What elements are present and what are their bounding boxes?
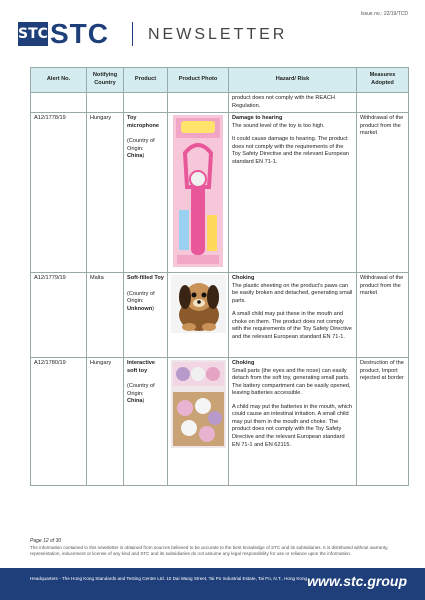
origin-value: China bbox=[127, 398, 143, 405]
carryover-text: product does not comply with the REACH Regulation. bbox=[229, 93, 357, 113]
photo-cell bbox=[168, 358, 229, 486]
hazard-cell bbox=[229, 273, 357, 358]
hazard-title: Damage to hearing bbox=[232, 115, 283, 122]
measures: Destruction of the product, Import rejected at border bbox=[357, 358, 409, 486]
newsletter-title: NEWSLETTER bbox=[148, 26, 288, 43]
stc-logo-icon: STC bbox=[18, 22, 48, 46]
alert-no: A12/1780/19 bbox=[31, 358, 87, 486]
hazard-text: The plastic sheeting on the product's paws can be easily broken and detached, generating small parts. bbox=[232, 282, 353, 304]
soft-toy-photo bbox=[171, 275, 226, 333]
col-product: Product bbox=[124, 68, 168, 93]
page-header bbox=[0, 0, 425, 62]
website-link[interactable]: www.stc.group bbox=[307, 573, 407, 589]
col-alert-no: Alert No. bbox=[31, 68, 87, 93]
hazard-text: Small parts (the eyes and the nose) can easily detach from the soft toy, generating small parts. The battery compartment can be easily opened, leaving batteries accessible. bbox=[232, 367, 351, 397]
page-number: Page 12 of 30 bbox=[30, 538, 62, 544]
hazard-text: A small child may put these in the mouth and choke on them. The product does not comply with the requirements of the Toy Safety Directive and the relevant European standard EN 71-1. bbox=[232, 311, 352, 340]
table-header-row bbox=[31, 68, 409, 93]
hazard-text: A child may put the batteries in the mouth, which could cause an intestinal irritation. A small child may put them in the mouth and choke. The product does not comply with the Toy Safety Directive and the relevant European standard EN 71-1 and EN 62115. bbox=[232, 403, 353, 448]
hazard-title: Choking bbox=[232, 360, 255, 367]
origin-value: China bbox=[127, 153, 143, 160]
brand-name: STC bbox=[50, 18, 109, 49]
measures: Withdrawal of the product from the market bbox=[357, 273, 409, 358]
product-name: Interactive soft toy bbox=[127, 360, 155, 374]
photo-cell bbox=[168, 113, 229, 273]
product-name: Toy microphone bbox=[127, 115, 160, 129]
origin-label: (Country of Origin: bbox=[127, 290, 155, 305]
interactive-soft-toy-photo bbox=[171, 360, 226, 448]
origin-label: (Country of Origin: bbox=[127, 383, 155, 397]
country: Hungary bbox=[87, 358, 124, 486]
country: Malta bbox=[87, 273, 124, 358]
hazard-text: The sound level of the toy is too high. bbox=[232, 122, 325, 129]
hazard-title: Choking bbox=[232, 275, 255, 282]
hazard-cell bbox=[229, 113, 357, 273]
origin-label: (Country of Origin: bbox=[127, 138, 155, 152]
hazard-text: It could cause damage to hearing. The product does not comply with the requirements of the Toy Safety Directive and the relevant European standard EN 71-1. bbox=[232, 136, 349, 165]
country: Hungary bbox=[87, 113, 124, 273]
col-photo: Product Photo bbox=[168, 68, 229, 93]
hazard-cell bbox=[229, 358, 357, 486]
alerts-table bbox=[30, 67, 409, 486]
product-cell: Interactive soft toy (Country of Origin: China) bbox=[124, 358, 168, 486]
disclaimer-text: The information contained in this newsletter is obtained from sources believed to be accurate to the best knowledge of STC and its subsidiaries. It is distributed without warranty, representation, inducement or license of any kind and STC and its subsidiaries do not assume any legal responsibility for use or reliance upon the information. bbox=[30, 545, 389, 556]
header-divider bbox=[132, 22, 133, 46]
table-row bbox=[31, 273, 409, 358]
measures: Withdrawal of the product from the market bbox=[357, 113, 409, 273]
table-row bbox=[31, 358, 409, 486]
origin-value: Unknown bbox=[127, 305, 153, 312]
product-name: Soft-filled Toy bbox=[127, 275, 164, 282]
table-row bbox=[31, 113, 409, 273]
alert-no: A12/1779/19 bbox=[31, 273, 87, 358]
toy-microphone-photo bbox=[173, 115, 223, 267]
issue-number: Issue no.: 22/19/TCD bbox=[360, 11, 408, 17]
col-measures: Measures Adopted bbox=[357, 68, 409, 93]
col-hazard: Hazard/ Risk bbox=[229, 68, 357, 93]
alert-no: A12/1778/19 bbox=[31, 113, 87, 273]
product-cell: Soft-filled Toy (Country of Origin: Unknown) bbox=[124, 273, 168, 358]
headquarters-address: Headquarters - The Hong Kong Standards and Testing Centre Ltd. 10 Dai Wang Street, Tai Po Industrial Estate, Tai Po, N.T., Hong Kong bbox=[30, 576, 308, 581]
product-cell: Toy microphone (Country of Origin: China) bbox=[124, 113, 168, 273]
photo-cell bbox=[168, 273, 229, 358]
col-country: Notifying Country bbox=[87, 68, 124, 93]
table-row-carryover bbox=[31, 93, 409, 113]
